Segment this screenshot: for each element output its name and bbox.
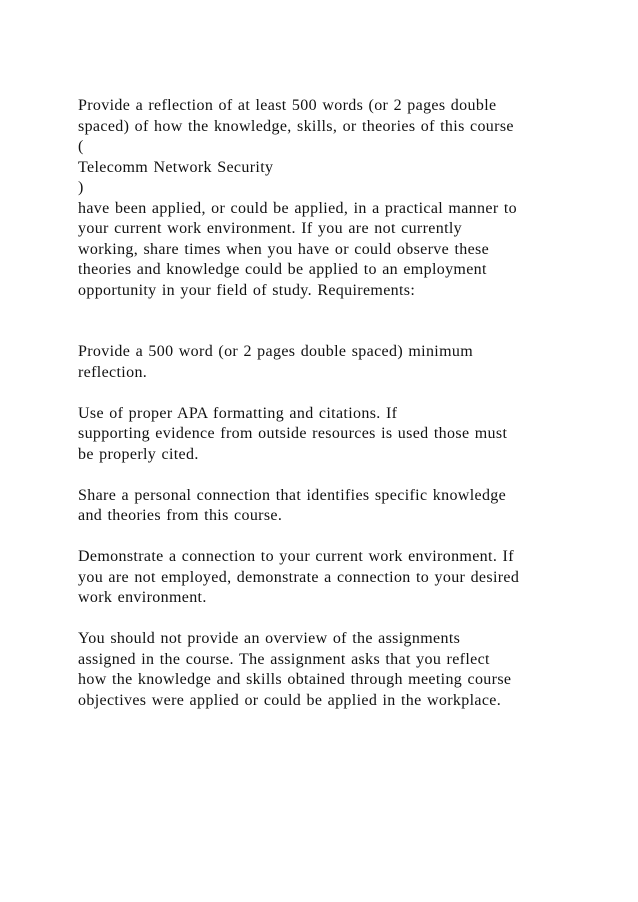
text-line: theories and knowledge could be applied to an employment (78, 261, 487, 278)
requirement-word-count (78, 342, 578, 383)
text-line: be properly cited. (78, 445, 199, 463)
text-line: you are not employed, demonstrate a connection to your desired (78, 568, 520, 586)
text-line: supporting evidence from outside resources is used those must (78, 425, 508, 442)
text-line: Demonstrate a connection to your current work environment. If (78, 548, 514, 565)
paragraph-spacer (78, 465, 578, 486)
closing-paragraph (78, 629, 578, 711)
paragraph-spacer (78, 383, 578, 404)
course-name: Telecomm Network Security (78, 158, 274, 176)
text-line: Provide a 500 word (or 2 pages double spaced) minimum (78, 343, 474, 360)
text-line: Provide a reflection of at least 500 words (or 2 pages double (78, 97, 497, 114)
requirement-apa (78, 404, 578, 466)
text-line: and theories from this course. (78, 507, 283, 524)
text-line: working, share times when you have or could observe these (78, 240, 490, 258)
paragraph-spacer (78, 301, 578, 342)
text-line: have been applied, or could be applied, in a practical manner to (78, 199, 518, 217)
paragraph-spacer (78, 609, 578, 630)
text-line: Share a personal connection that identifies specific knowledge (78, 486, 507, 504)
text-line: your current work environment. If you are not currently (78, 220, 463, 237)
requirement-work-connection (78, 547, 578, 609)
intro-paragraph (78, 96, 578, 301)
text-line: objectives were applied or could be applied in the workplace. (78, 691, 502, 709)
text-line: assigned in the course. The assignment asks that you reflect (78, 650, 490, 668)
text-line: opportunity in your field of study. Requirements: (78, 281, 416, 299)
requirement-personal-connection (78, 486, 578, 527)
text-line: reflection. (78, 363, 148, 381)
text-line: ( (78, 138, 84, 155)
text-line: how the knowledge and skills obtained through meeting course (78, 671, 512, 688)
text-line: spaced) of how the knowledge, skills, or theories of this course (78, 117, 514, 135)
text-line: ) (78, 179, 84, 196)
text-line: Use of proper APA formatting and citations. If (78, 404, 398, 422)
document-body (78, 96, 578, 711)
text-line: work environment. (78, 589, 207, 606)
text-line: You should not provide an overview of the assignments (78, 630, 461, 647)
paragraph-spacer (78, 527, 578, 548)
